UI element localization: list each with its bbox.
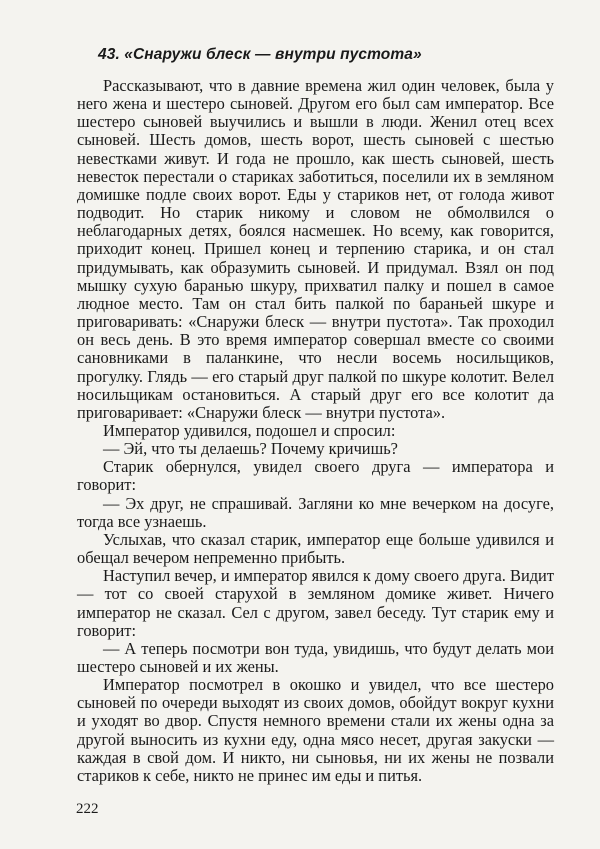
body-text	[77, 77, 554, 785]
paragraph: — А теперь посмотри вон туда, увидишь, что будут делать мои шестеро сыновей и их жены.	[77, 638, 554, 676]
page-number: 222	[76, 801, 99, 817]
paragraph: Старик обернулся, увидел своего друга — императора и говорит:	[77, 457, 554, 495]
paragraph: — Эх друг, не спрашивай. Загляни ко мне вечерком на досуге, тогда все узнаешь.	[77, 493, 554, 531]
paragraph: Рассказывают, что в давние времена жил один человек, была у него жена и шестеро сыновей. Другом его был сам император. Все шестеро сыновей выучились и вышли в люди. Женил отец всех сыновей. Шесть домов, шесть ворот, шесть сыновей с шестью невестками живут. И года не прошло, как шесть сыновей, шесть невесток перестали о стариках заботиться, поселили их в земляном домишке подле своих ворот. Еды у стариков нет, от голода живот подводит. Но старик никому и словом не обмолвился о неблагодарных детях, боялся насмешек. Но всему, как говорится, приходит конец. Пришел конец и терпению старика, и он стал придумывать, как образумить сыновей. И придумал. Взял он под мышку сухую баранью шкуру, прихватил палку и пошел в самое людное место. Там он стал бить палкой по бараньей шкуре и приговаривать: «Снаружи блеск — внутри пустота». Так проходил он весь день. В это время император совершал вместе со своими сановниками в паланкине, что несли восемь носильщиков, прогулку. Глядь — его старый друг палкой по шкуре колотит. Велел носильщикам остановиться. А старый друг его все колотит да приговаривает: «Снаружи блеск — внутри пустота».	[77, 76, 554, 422]
paragraph: Император удивился, подошел и спросил:	[103, 420, 396, 440]
paragraph: Император посмотрел в окошко и увидел, что все шестеро сыновей по очереди выходят из своих домов, обойдут вокруг кухни и уходят во двор. Спустя немного времени стали их жены одна за другой выносить из кухни еду, одна мясо несет, другая закуски — каждая в свой дом. И никто, ни сыновья, ни их жены не позвали стариков к себе, никто не принес им еды и питья.	[77, 675, 554, 785]
chapter-title: 43. «Снаружи блеск — внутри пустота»	[98, 46, 422, 63]
paragraph: Наступил вечер, и император явился к дому своего друга. Видит — тот со своей старухой в земляном домике живет. Ничего император не сказал. Сел с другом, завел беседу. Тут старик ему и говорит:	[77, 566, 554, 640]
paragraph: Услыхав, что сказал старик, император еще больше удивился и обещал вечером непременно прибыть.	[77, 529, 554, 568]
paragraph: — Эй, что ты делаешь? Почему кричишь?	[103, 439, 398, 459]
